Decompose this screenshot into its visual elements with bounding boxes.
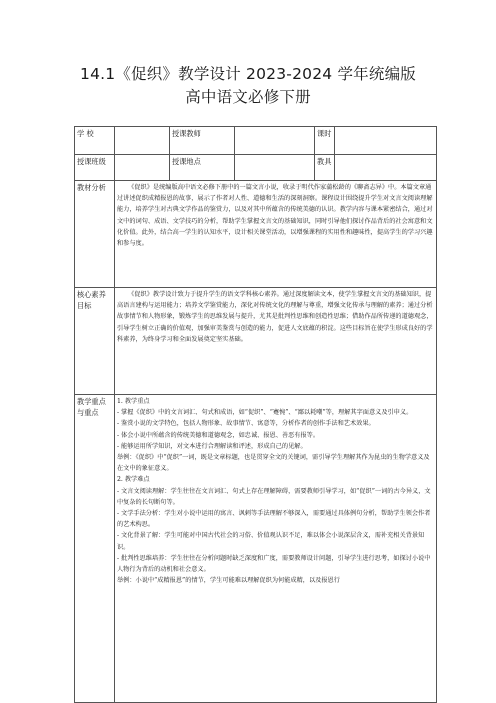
- teacher-label: 授课教师: [170, 127, 235, 155]
- goals-row: [75, 288, 437, 395]
- period-label: 课时: [315, 127, 335, 155]
- place-label: 授课地点: [170, 155, 235, 181]
- lesson-plan-table: [74, 126, 437, 703]
- analysis-text: 《促织》是统编版高中语文必修下册中的一篇文言小说，收录于明代作家蒲松龄的《聊斋志异》中。本篇文章通过讲述促织成精报恩的故事，展示了作者对人性、道德和生活的深刻洞察。课程设计围绕提升学生对文言文阅读理解能力，培养学生对古典文学作品的鉴赏力，以及对其中所蕴含的传统美德的认识。教学内容与课本紧密结合，通过对文中的词句、成语、文学技巧的分析，帮助学生掌握文言文的基础知识，同时引导他们探讨作品背后的社会寓意和文化价值。此外，结合高一学生的认知水平，设计相关课堂活动，以增强课程的实用性和趣味性，提高学生的学习兴趣和参与度。: [117, 184, 433, 248]
- keypoints-line: - 文化背景了解：学生可能对中国古代社会的习俗、价值观认识不足，难以体会小说深层含义，需补充相关背景知识。: [117, 532, 425, 551]
- school-label: 学 校: [75, 127, 115, 155]
- class-label: 授课班级: [75, 155, 115, 181]
- teacher-value: [235, 127, 315, 155]
- keypoints-line: - 体会小说中所蕴含的传统美德和道德观念，如忠诚、报恩、善恶有报等。: [117, 431, 320, 439]
- analysis-row: [75, 181, 437, 288]
- header-row-2: [75, 155, 437, 181]
- place-value: [235, 155, 315, 181]
- goals-text: 《促织》教学设计致力于提升学生的语文学科核心素养。通过深度解读文本，使学生掌握文言文的基础知识，提高语言建构与运用能力；培养文学鉴赏能力，深化对传统文化的理解与尊重，增强文化传承与理解的素养；通过分析故事情节和人物形象，锻炼学生的思维发展与提升，尤其是批判性思维和创造性思维；借助作品所传递的道德观念，引导学生树立正确的价值观，加强审美鉴赏与创造的能力，促进人文底蕴的积淀。这些目标旨在使学生形成良好的学科素养，为终身学习和全面发展奠定坚实基础。: [117, 291, 433, 343]
- goals-label: 核心素养目标: [75, 288, 115, 395]
- keypoints-row: [75, 395, 437, 703]
- goals-cell: [115, 288, 437, 395]
- document-title-line-1: 14.1《促织》教学设计 2023-2024 学年统编版: [80, 65, 416, 83]
- keypoints-cell: [115, 395, 437, 703]
- school-value: [115, 127, 170, 155]
- keypoints-line: 举例：《促织》中“促织”一词，既是文章标题，也是贯穿全文的关键词，需引导学生理解其作为昆虫的生物学意义及在文中的象征意义。: [117, 454, 430, 473]
- period-value: [335, 127, 437, 155]
- keypoints-label: 教学重点与重点: [75, 395, 115, 703]
- keypoints-line: 1. 教学重点: [117, 398, 150, 405]
- analysis-cell: [115, 181, 437, 288]
- keypoints-line: 2. 教学难点: [117, 476, 150, 484]
- keypoints-line: - 鉴赏小说的文学特色，包括人物形象、故事情节、寓意等，分析作者的创作手法和艺术效果。: [117, 420, 375, 428]
- tools-value: [335, 155, 437, 181]
- keypoints-line: - 批判性思维培养：学生往往在分析问题时缺乏深度和广度，需要教师设计问题，引导学生进行思考，如探讨小说中人物行为背后的动机和社会意义。: [117, 554, 431, 574]
- keypoints-line: - 掌握《促织》中的文言词汇、句式和成语，如“促织”、“蹇惋”、“鄙以耗嘲”等，理解其字面意义及引申义。: [117, 409, 413, 417]
- keypoints-line: - 文学手法分析：学生对小说中运用的寓言、讽刺等手法理解不够深入，需要通过具体例句分析，帮助学生领会作者的艺术构思。: [117, 510, 431, 529]
- class-value: [115, 155, 170, 181]
- keypoints-line: - 能够运用所学知识，对文本进行合理解读和评述，形成自己的见解。: [117, 442, 307, 450]
- document-title-line-2: 高中语文必修下册: [185, 88, 311, 106]
- analysis-label: 教材分析: [75, 181, 115, 288]
- keypoints-line: 举例：小说中“成精报恩”的情节，学生可能难以理解促织为何能成精，以及报恩行: [117, 577, 340, 585]
- keypoints-line: - 文言文阅读理解：学生往往在文言词汇、句式上存在理解障碍，需要教师引导学习，如“促织”一词的古今异义，文中复杂的长句断句等。: [117, 487, 431, 506]
- tools-label: 教具: [315, 155, 335, 181]
- header-row-1: [75, 127, 437, 155]
